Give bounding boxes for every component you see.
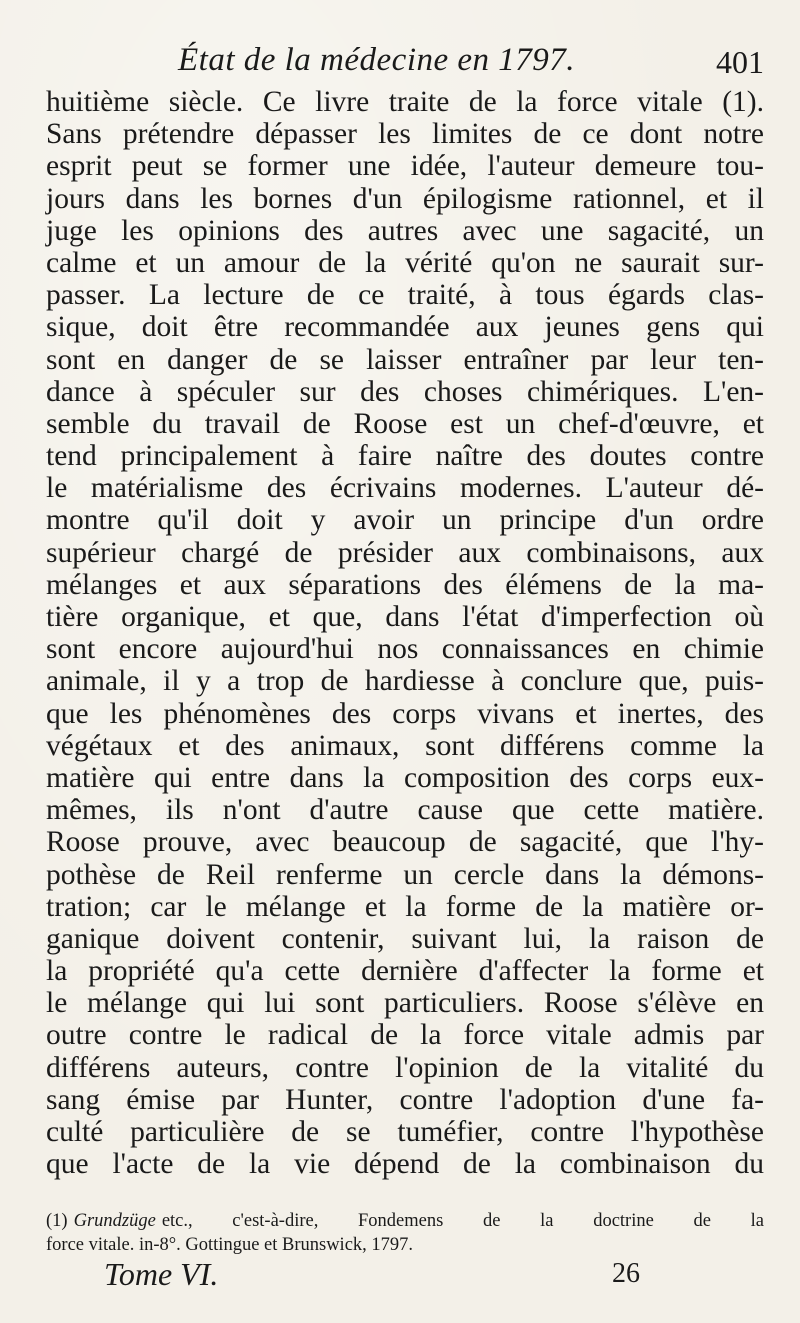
text-line: outre contre le radical de la force vitale admis par: [46, 1019, 764, 1052]
volume-signature: Tome VI.: [104, 1256, 219, 1292]
text-line: sont encore aujourd'hui nos connaissances en chimie: [46, 633, 764, 666]
text-line: mélanges et aux séparations des élémens de la ma-: [46, 568, 764, 601]
body-text: [46, 86, 764, 1180]
text-line: huitième siècle. Ce livre traite de la force vitale (1).: [46, 86, 764, 118]
text-line: culté particulière de se tuméfier, contre l'hypothèse: [46, 1116, 764, 1148]
text-line: animale, il y a trop de hardiesse à conclure que, puis-: [46, 665, 764, 698]
text-line: tend principalement à faire naître des doutes contre: [46, 440, 764, 473]
text-line: Roose prouve, avec beaucoup de sagacité, que l'hy-: [46, 826, 764, 859]
footnote-line: [46, 1209, 764, 1233]
text-line: calme et un amour de la vérité qu'on ne saurait sur-: [46, 246, 764, 279]
text-line: tration; car le mélange et la forme de la matière or-: [46, 890, 764, 923]
text-line: le mélange qui lui sont particuliers. Roose s'élève en: [46, 987, 764, 1020]
text-line: juge les opinions des autres avec une sagacité, un: [46, 214, 764, 247]
text-line: pothèse de Reil renferme un cercle dans la démons-: [46, 858, 764, 891]
running-head: [0, 38, 800, 88]
text-line: supérieur chargé de présider aux combinaisons, aux: [46, 536, 764, 569]
text-line: jours dans les bornes d'un épilogisme rationnel, et il: [46, 182, 764, 215]
text-line: différens auteurs, contre l'opinion de la vitalité du: [46, 1051, 764, 1084]
text-line: esprit peut se former une idée, l'auteur demeure tou-: [46, 150, 764, 183]
text-line: Sans prétendre dépasser les limites de ce dont notre: [46, 118, 764, 151]
text-line: que les phénomènes des corps vivans et inertes, des: [46, 697, 764, 730]
text-line: sique, doit être recommandée aux jeunes gens qui: [46, 311, 764, 344]
text-line: matière qui entre dans la composition des corps eux-: [46, 761, 764, 794]
text-line: semble du travail de Roose est un chef-d'œuvre, et: [46, 407, 764, 440]
text-line: mêmes, ils n'ont d'autre cause que cette matière.: [46, 794, 764, 827]
sheet-number: 26: [612, 1258, 640, 1289]
signature-line: [104, 1256, 664, 1296]
text-line: végétaux et des animaux, sont différens comme la: [46, 729, 764, 762]
text-line: le matérialisme des écrivains modernes. L'auteur dé-: [46, 472, 764, 505]
text-line: sang émise par Hunter, contre l'adoption d'une fa-: [46, 1083, 764, 1116]
text-line: montre qu'il doit y avoir un principe d'un ordre: [46, 504, 764, 537]
footnote-text: etc., c'est-à-dire, Fondemens de la doctrine de la: [161, 1211, 764, 1231]
running-title: État de la médecine en 1797.: [178, 42, 576, 78]
text-line: la propriété qu'a cette dernière d'affecter la forme et: [46, 955, 764, 988]
text-line: tière organique, et que, dans l'état d'imperfection où: [46, 601, 764, 633]
text-line: passer. La lecture de ce traité, à tous égards clas-: [46, 279, 764, 312]
page-number: 401: [716, 44, 764, 80]
text-line: ganique doivent contenir, suivant lui, la raison de: [46, 922, 764, 955]
footnote-title: Grundzüge: [73, 1211, 156, 1231]
text-line: sont en danger de se laisser entraîner par leur ten-: [46, 343, 764, 376]
footnote-line: force vitale. in-8°. Gottingue et Brunswick, 1797.: [46, 1235, 414, 1255]
text-line: que l'acte de la vie dépend de la combinaison du: [46, 1148, 764, 1181]
text-line: dance à spéculer sur des choses chimériques. L'en-: [46, 375, 764, 408]
footnote: [46, 1209, 764, 1257]
footnote-marker: (1): [46, 1211, 68, 1231]
